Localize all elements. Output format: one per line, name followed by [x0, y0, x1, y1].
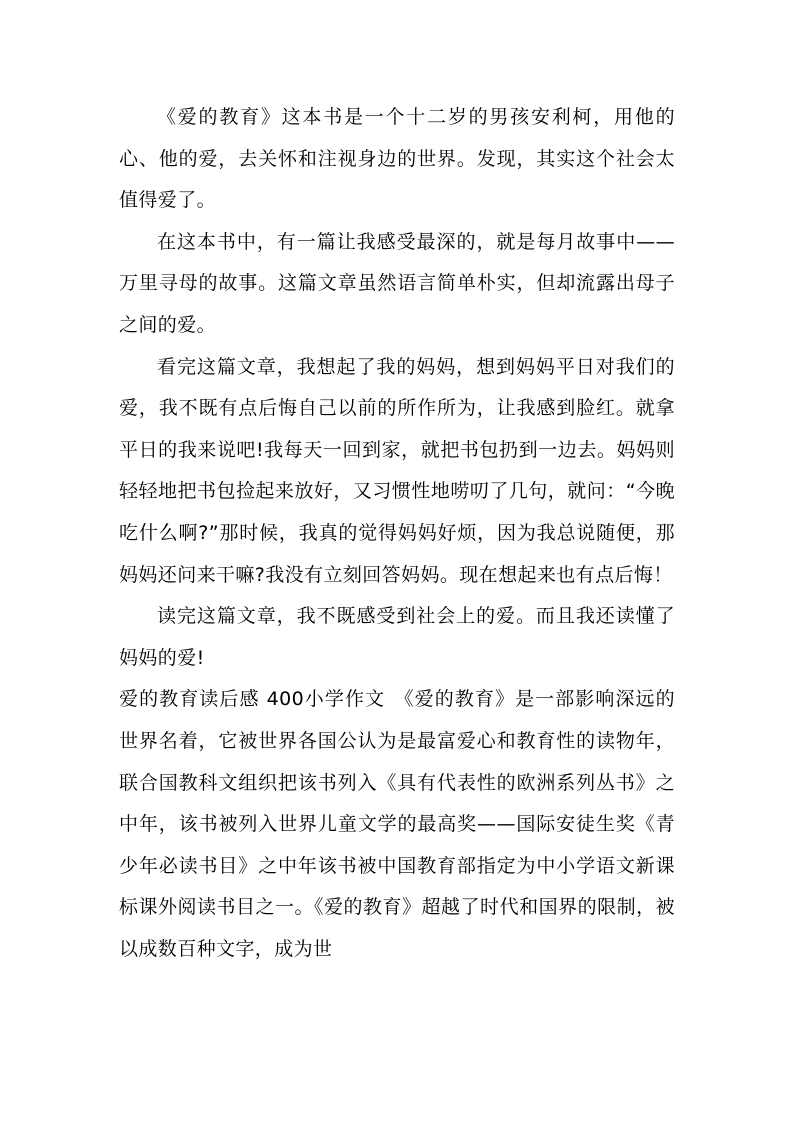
essay-body: 《爱的教育》是一部影响深远的世界名着，它被世界各国公认为是最富爱心和教育性的读物年，联合国教科文组织把该书列入《具有代表性的欧洲系列丛书》之中年，该书被列入世界儿童文学的最高奖——国际安徒生奖《青少年必读书目》之中年该书被中国教育部指定为中小学语文新课标课外阅读书目之一。《爱的教育》超越了时代和国界的限制，被以成数百种文字，成为世 [119, 688, 675, 960]
paragraph-4: 读完这篇文章，我不既感受到社会上的爱。而且我还读懂了妈妈的爱! [119, 605, 675, 669]
paragraph-1: 《爱的教育》这本书是一个十二岁的男孩安利柯，用他的心、他的爱，去关怀和注视身边的世界。发现，其实这个社会太值得爱了。 [119, 106, 675, 212]
paragraph-2: 在这本书中，有一篇让我感受最深的，就是每月故事中——万里寻母的故事。这篇文章虽然语言简单朴实，但却流露出母子之间的爱。 [119, 230, 675, 336]
document-page [119, 97, 675, 970]
paragraph-3: 看完这篇文章，我想起了我的妈妈，想到妈妈平日对我们的爱，我不既有点后悔自己以前的所作所为，让我感到脸红。就拿平日的我来说吧!我每天一回到家，就把书包扔到一边去。妈妈则轻轻地把书包捡起来放好，又习惯性地唠叨了几句，就问：“今晚吃什么啊?”那时候，我真的觉得妈妈好烦，因为我总说随便，那妈妈还问来干嘛?我没有立刻回答妈妈。现在想起来也有点后悔！ [119, 355, 675, 586]
essay-title: 爱的教育读后感 400小学作文 [119, 688, 386, 711]
essay-paragraph [119, 679, 675, 970]
